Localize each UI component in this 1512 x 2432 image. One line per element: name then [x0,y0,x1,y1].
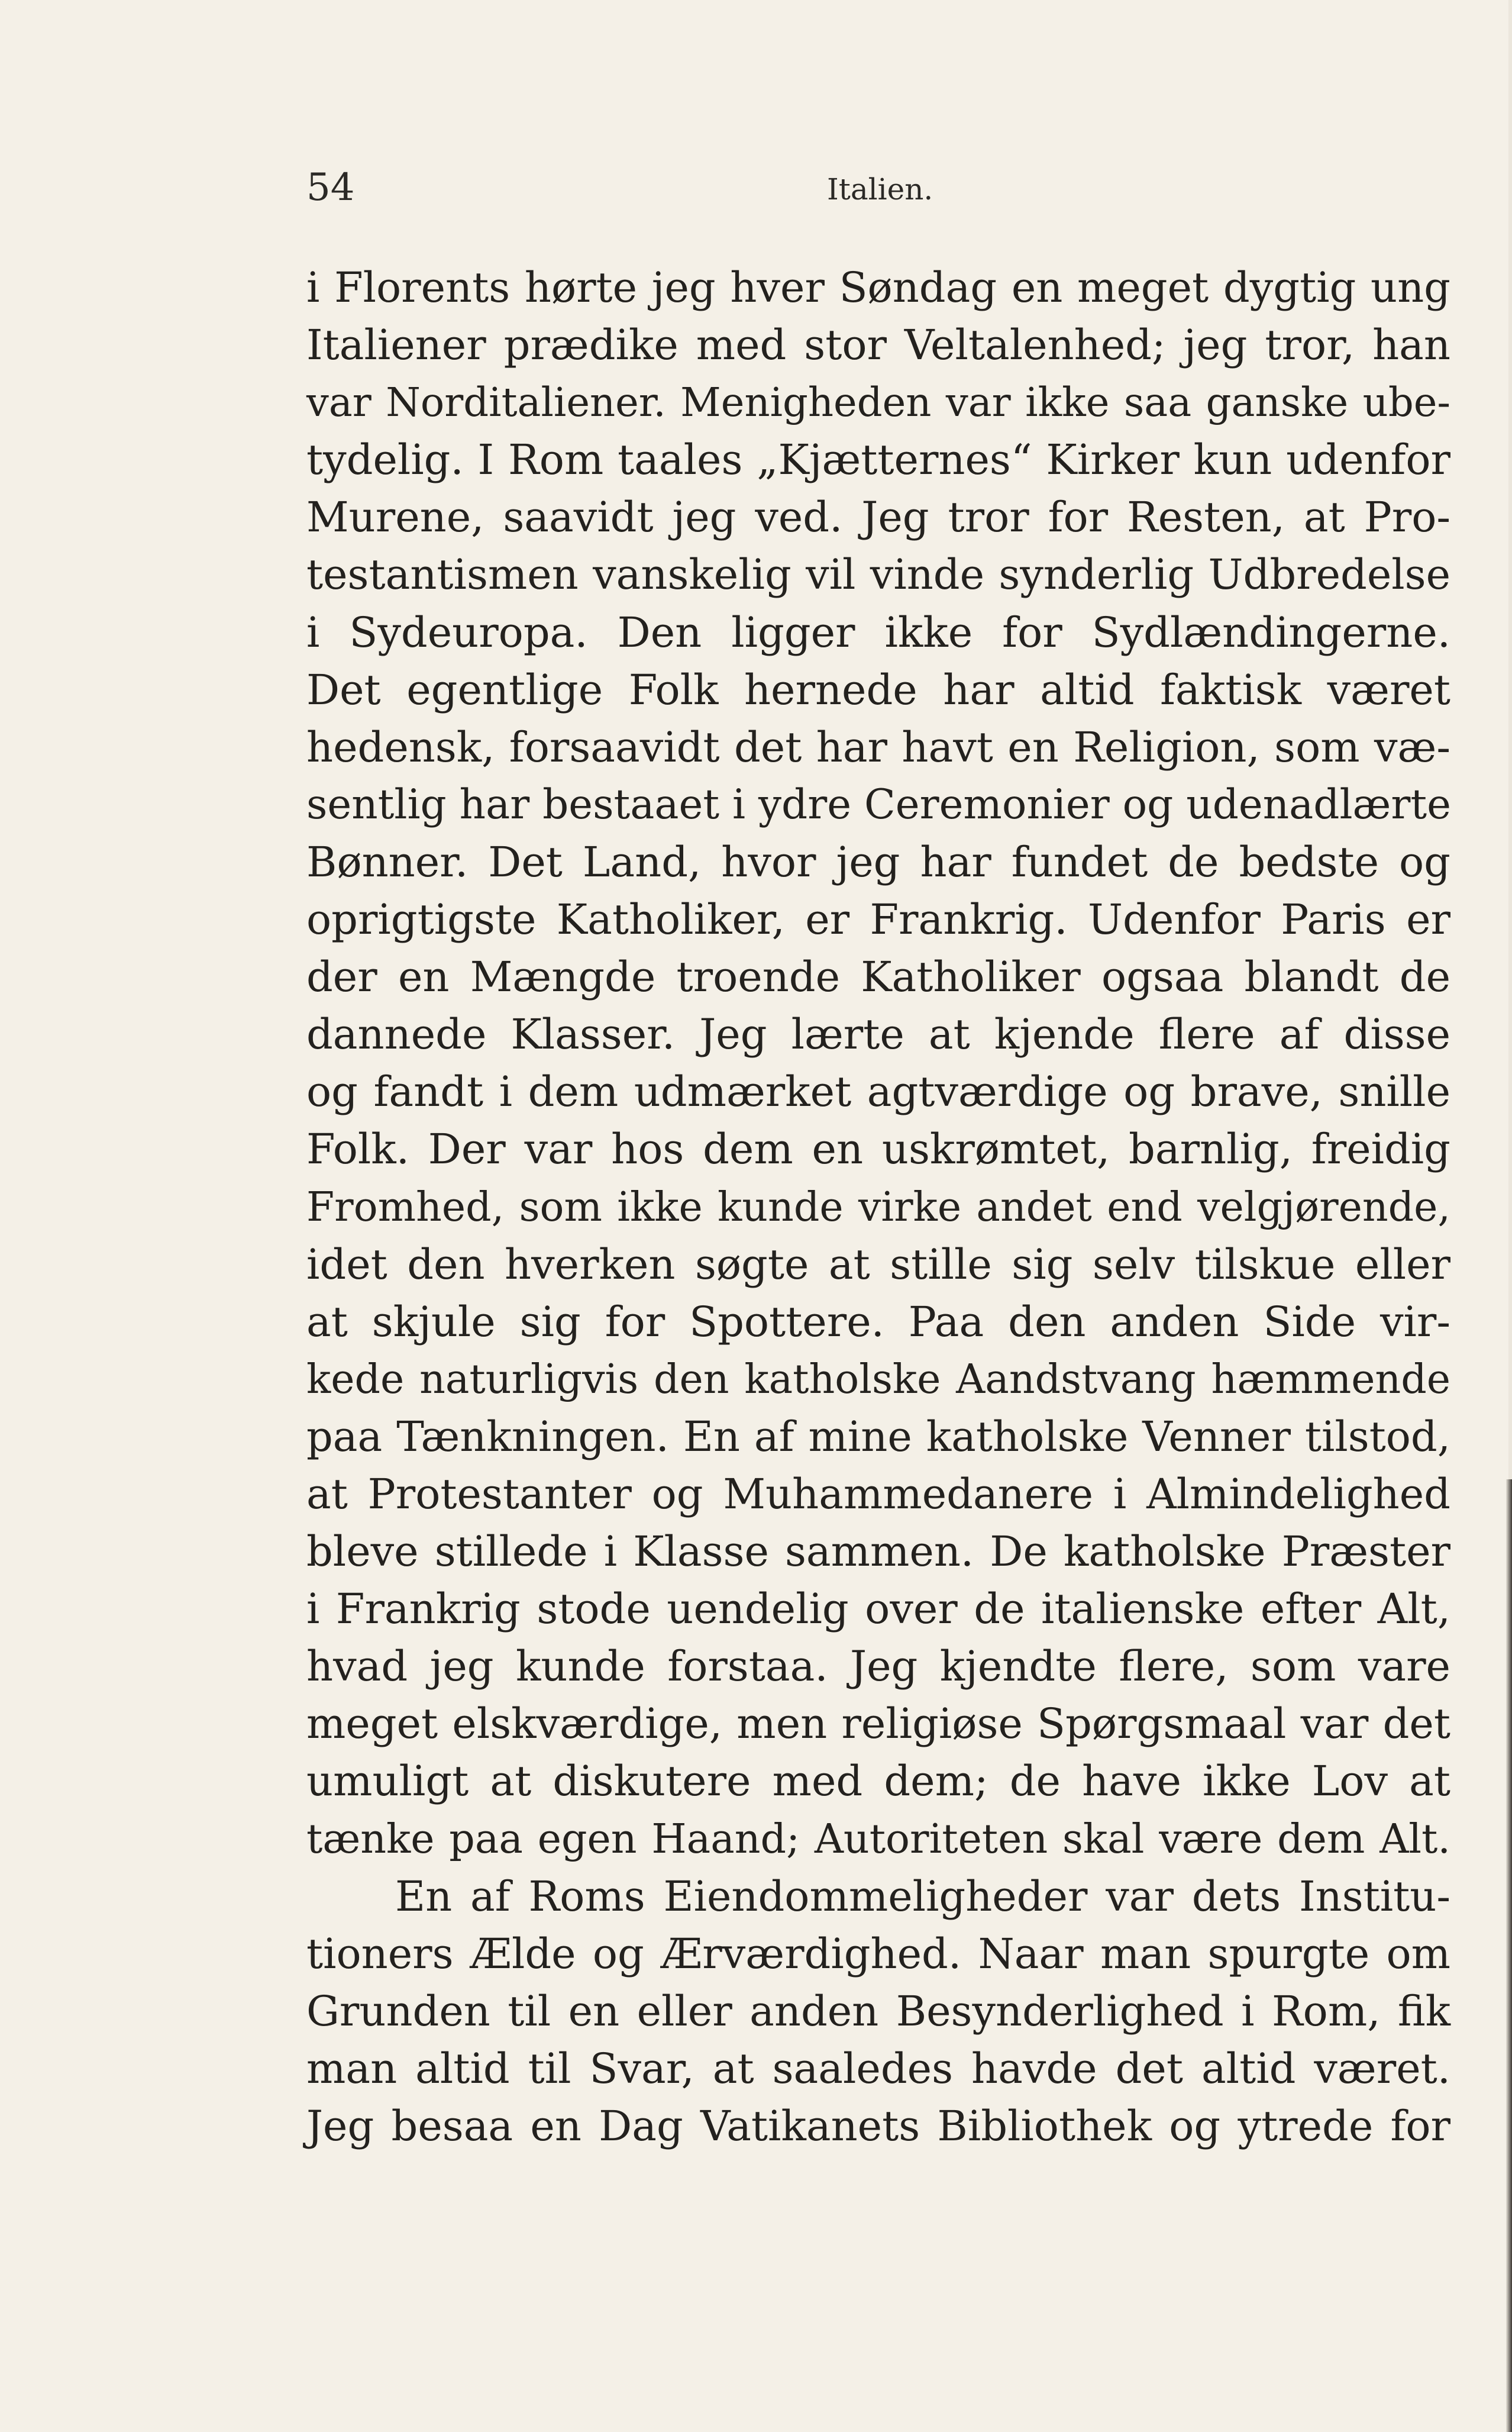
text-line: Det egentlige Folk hernede har altid faktisk været [306,665,1450,714]
text-line: i Frankrig stode uendelig over de italienske efter Alt, [306,1585,1450,1634]
text-line: man altid til Svar, at saaledes havde det altid været. [306,2044,1450,2093]
text-line: Italiener prædike med stor Veltalenhed; jeg tror, han [306,321,1450,370]
page-header [306,161,1453,214]
text-line: paa Tænkningen. En af mine katholske Venner tilstod, [306,1412,1450,1461]
text-line: der en Mængde troende Katholiker ogsaa blandt de [306,953,1450,1002]
text-line: Grunden til en eller anden Besynderlighed i Rom, fik [306,1986,1450,2036]
text-line: hedensk, forsaavidt det har havt en Religion, som væ- [306,722,1450,772]
text-line: og fandt i dem udmærket agtværdige og brave, snille [306,1067,1450,1117]
text-line: sentlig har bestaaet i ydre Ceremonier og udenadlærte [306,780,1451,828]
text-line: tydelig. I Rom taales „Kjætternes“ Kirker kun udenfor [306,436,1450,485]
text-line: Murene, saavidt jeg ved. Jeg tror for Resten, at Pro- [306,493,1450,542]
page-number: 54 [306,166,355,209]
running-head: Italien. [827,172,933,207]
text-line: tænke paa egen Haand; Autoriteten skal være dem Alt. [306,1815,1450,1863]
text-line: Bønner. Det Land, hvor jeg har fundet de bedste og [306,837,1450,886]
text-line: var Norditaliener. Menigheden var ikke saa ganske ube- [306,379,1450,426]
text-line: oprigtigste Katholiker, er Frankrig. Udenfor Paris er [306,895,1450,944]
body-text [306,259,1450,2155]
text-line: at skjule sig for Spottere. Paa den anden Side vir- [306,1297,1450,1346]
text-line: hvad jeg kunde forstaa. Jeg kjendte flere, som vare [306,1642,1450,1691]
text-line: i Sydeuropa. Den ligger ikke for Sydlændingerne. [306,608,1450,657]
text-line: kede naturligvis den katholske Aandstvang hæmmende [306,1356,1450,1403]
text-line: at Protestanter og Muhammedanere i Almindelighed [306,1469,1450,1518]
text-line: bleve stillede i Klasse sammen. De katholske Præster [306,1527,1450,1576]
text-line: Fromhed, som ikke kunde virke andet end velgjørende, [306,1183,1450,1231]
text-line: Folk. Der var hos dem en uskrømtet, barnlig, freidig [306,1125,1450,1174]
text-line: umuligt at diskutere med dem; de have ikke Lov at [306,1757,1450,1806]
text-line-indented: En af Roms Eiendommeligheder var dets Institu- [395,1872,1450,1921]
text-line: meget elskværdige, men religiøse Spørgsmaal var det [306,1699,1450,1749]
page-edge-shadow [1506,1479,1512,2432]
text-line: dannede Klasser. Jeg lærte at kjende flere af disse [306,1010,1450,1059]
page-edge-top [1508,0,1512,1479]
text-line: Jeg besaa en Dag Vatikanets Bibliothek og ytrede for [306,2102,1450,2150]
text-line: tioners Ælde og Ærværdighed. Naar man spurgte om [306,1929,1450,1978]
text-line: i Florents hørte jeg hver Søndag en meget dygtig ung [306,263,1450,312]
text-line: testantismen vanskelig vil vinde synderlig Udbredelse [306,550,1450,599]
text-line: idet den hverken søgte at stille sig selv tilskue eller [306,1240,1450,1289]
